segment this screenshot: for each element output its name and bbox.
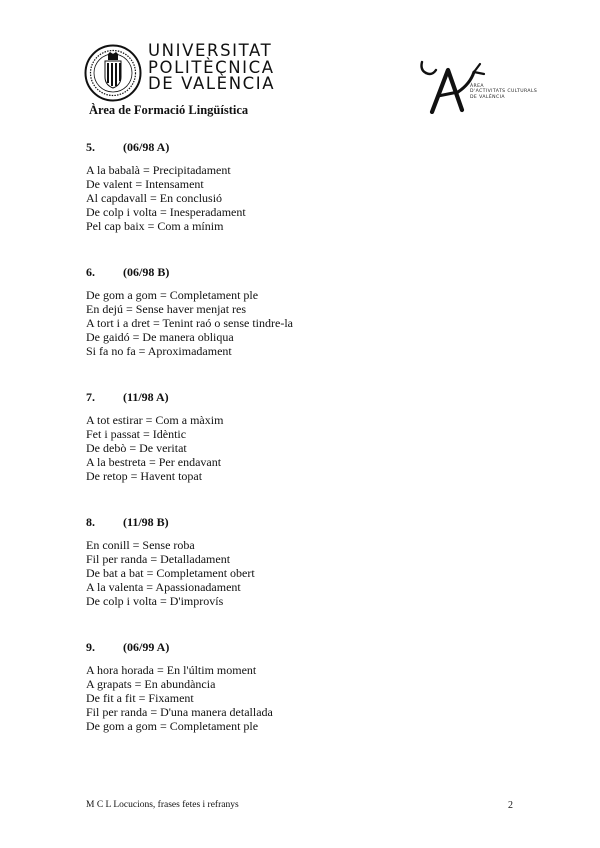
locution-entry: De debò = De veritat [86, 441, 187, 455]
cultural-area-logo-line-3: DE VALÈNCIA [470, 94, 505, 100]
locution-entry: A la babalà = Precipitadament [86, 163, 231, 177]
section-code: (06/98 B) [123, 265, 170, 279]
locution-entry: De gaidó = De manera obliqua [86, 330, 234, 344]
section-number: 9. [86, 640, 95, 654]
section-6 [86, 265, 526, 358]
cultural-area-logo-line-2: D'ACTIVITATS CULTURALS [470, 89, 538, 95]
locution-entry: Fil per randa = Detalladament [86, 552, 231, 566]
section-code: (11/98 B) [123, 515, 169, 529]
locution-entry: De valent = Intensament [86, 177, 204, 191]
locution-entry: De colp i volta = D'improvís [86, 594, 224, 608]
section-heading [86, 640, 526, 654]
section-7 [86, 390, 526, 483]
locution-entry: Si fa no fa = Aproximadament [86, 344, 232, 358]
section-5 [86, 140, 526, 233]
locution-entry: A tort i a dret = Tenint raó o sense tindre-la [86, 316, 293, 330]
page-number: 2 [508, 800, 513, 811]
university-name [148, 43, 278, 93]
locution-entry: De fit a fit = Fixament [86, 691, 194, 705]
locution-entry: De gom a gom = Completament ple [86, 719, 259, 733]
university-crest-icon [84, 44, 142, 102]
locution-entry: De gom a gom = Completament ple [86, 288, 259, 302]
locution-entry: En conill = Sense roba [86, 538, 195, 552]
section-heading [86, 265, 526, 279]
locution-entry: En dejú = Sense haver menjat res [86, 302, 247, 316]
footer-document-title: M C L Locucions, frases fetes i refranys [86, 800, 239, 810]
locution-entry: A hora horada = En l'últim moment [86, 663, 257, 677]
locution-entry: De colp i volta = Inesperadament [86, 205, 246, 219]
area-title: Àrea de Formació Lingüística [89, 103, 249, 117]
university-name-line-1: UNIVERSITAT [148, 41, 273, 60]
university-name-line-2: POLITÈCNICA [148, 57, 275, 77]
section-number: 8. [86, 515, 95, 529]
locution-entry: De retop = Havent topat [86, 469, 203, 483]
locution-entry: Al capdavall = En conclusió [86, 191, 223, 205]
section-code: (11/98 A) [123, 390, 169, 404]
section-9 [86, 640, 526, 733]
section-heading [86, 390, 526, 404]
section-number: 5. [86, 140, 95, 154]
locution-entry: Pel cap baix = Com a mínim [86, 219, 224, 233]
locution-entry: De bat a bat = Completament obert [86, 566, 255, 580]
locution-entry: A tot estirar = Com a màxim [86, 413, 224, 427]
locution-entry: A la valenta = Apassionadament [86, 580, 241, 594]
cultural-area-logo-text [470, 84, 537, 100]
section-code: (06/99 A) [123, 640, 170, 654]
locution-entry: Fet i passat = Idèntic [86, 427, 187, 441]
section-number: 6. [86, 265, 95, 279]
section-code: (06/98 A) [123, 140, 170, 154]
locution-entry: A grapats = En abundància [86, 677, 216, 691]
section-heading [86, 140, 526, 154]
section-number: 7. [86, 390, 95, 404]
section-8 [86, 515, 526, 608]
locutions-list [86, 140, 526, 765]
cultural-area-logo-line-1: ÀREA [470, 84, 484, 89]
locution-entry: A la bestreta = Per endavant [86, 455, 222, 469]
section-heading [86, 515, 526, 529]
locution-entry: Fil per randa = D'una manera detallada [86, 705, 273, 719]
university-name-line-3: DE VALÈNCIA [148, 74, 276, 93]
